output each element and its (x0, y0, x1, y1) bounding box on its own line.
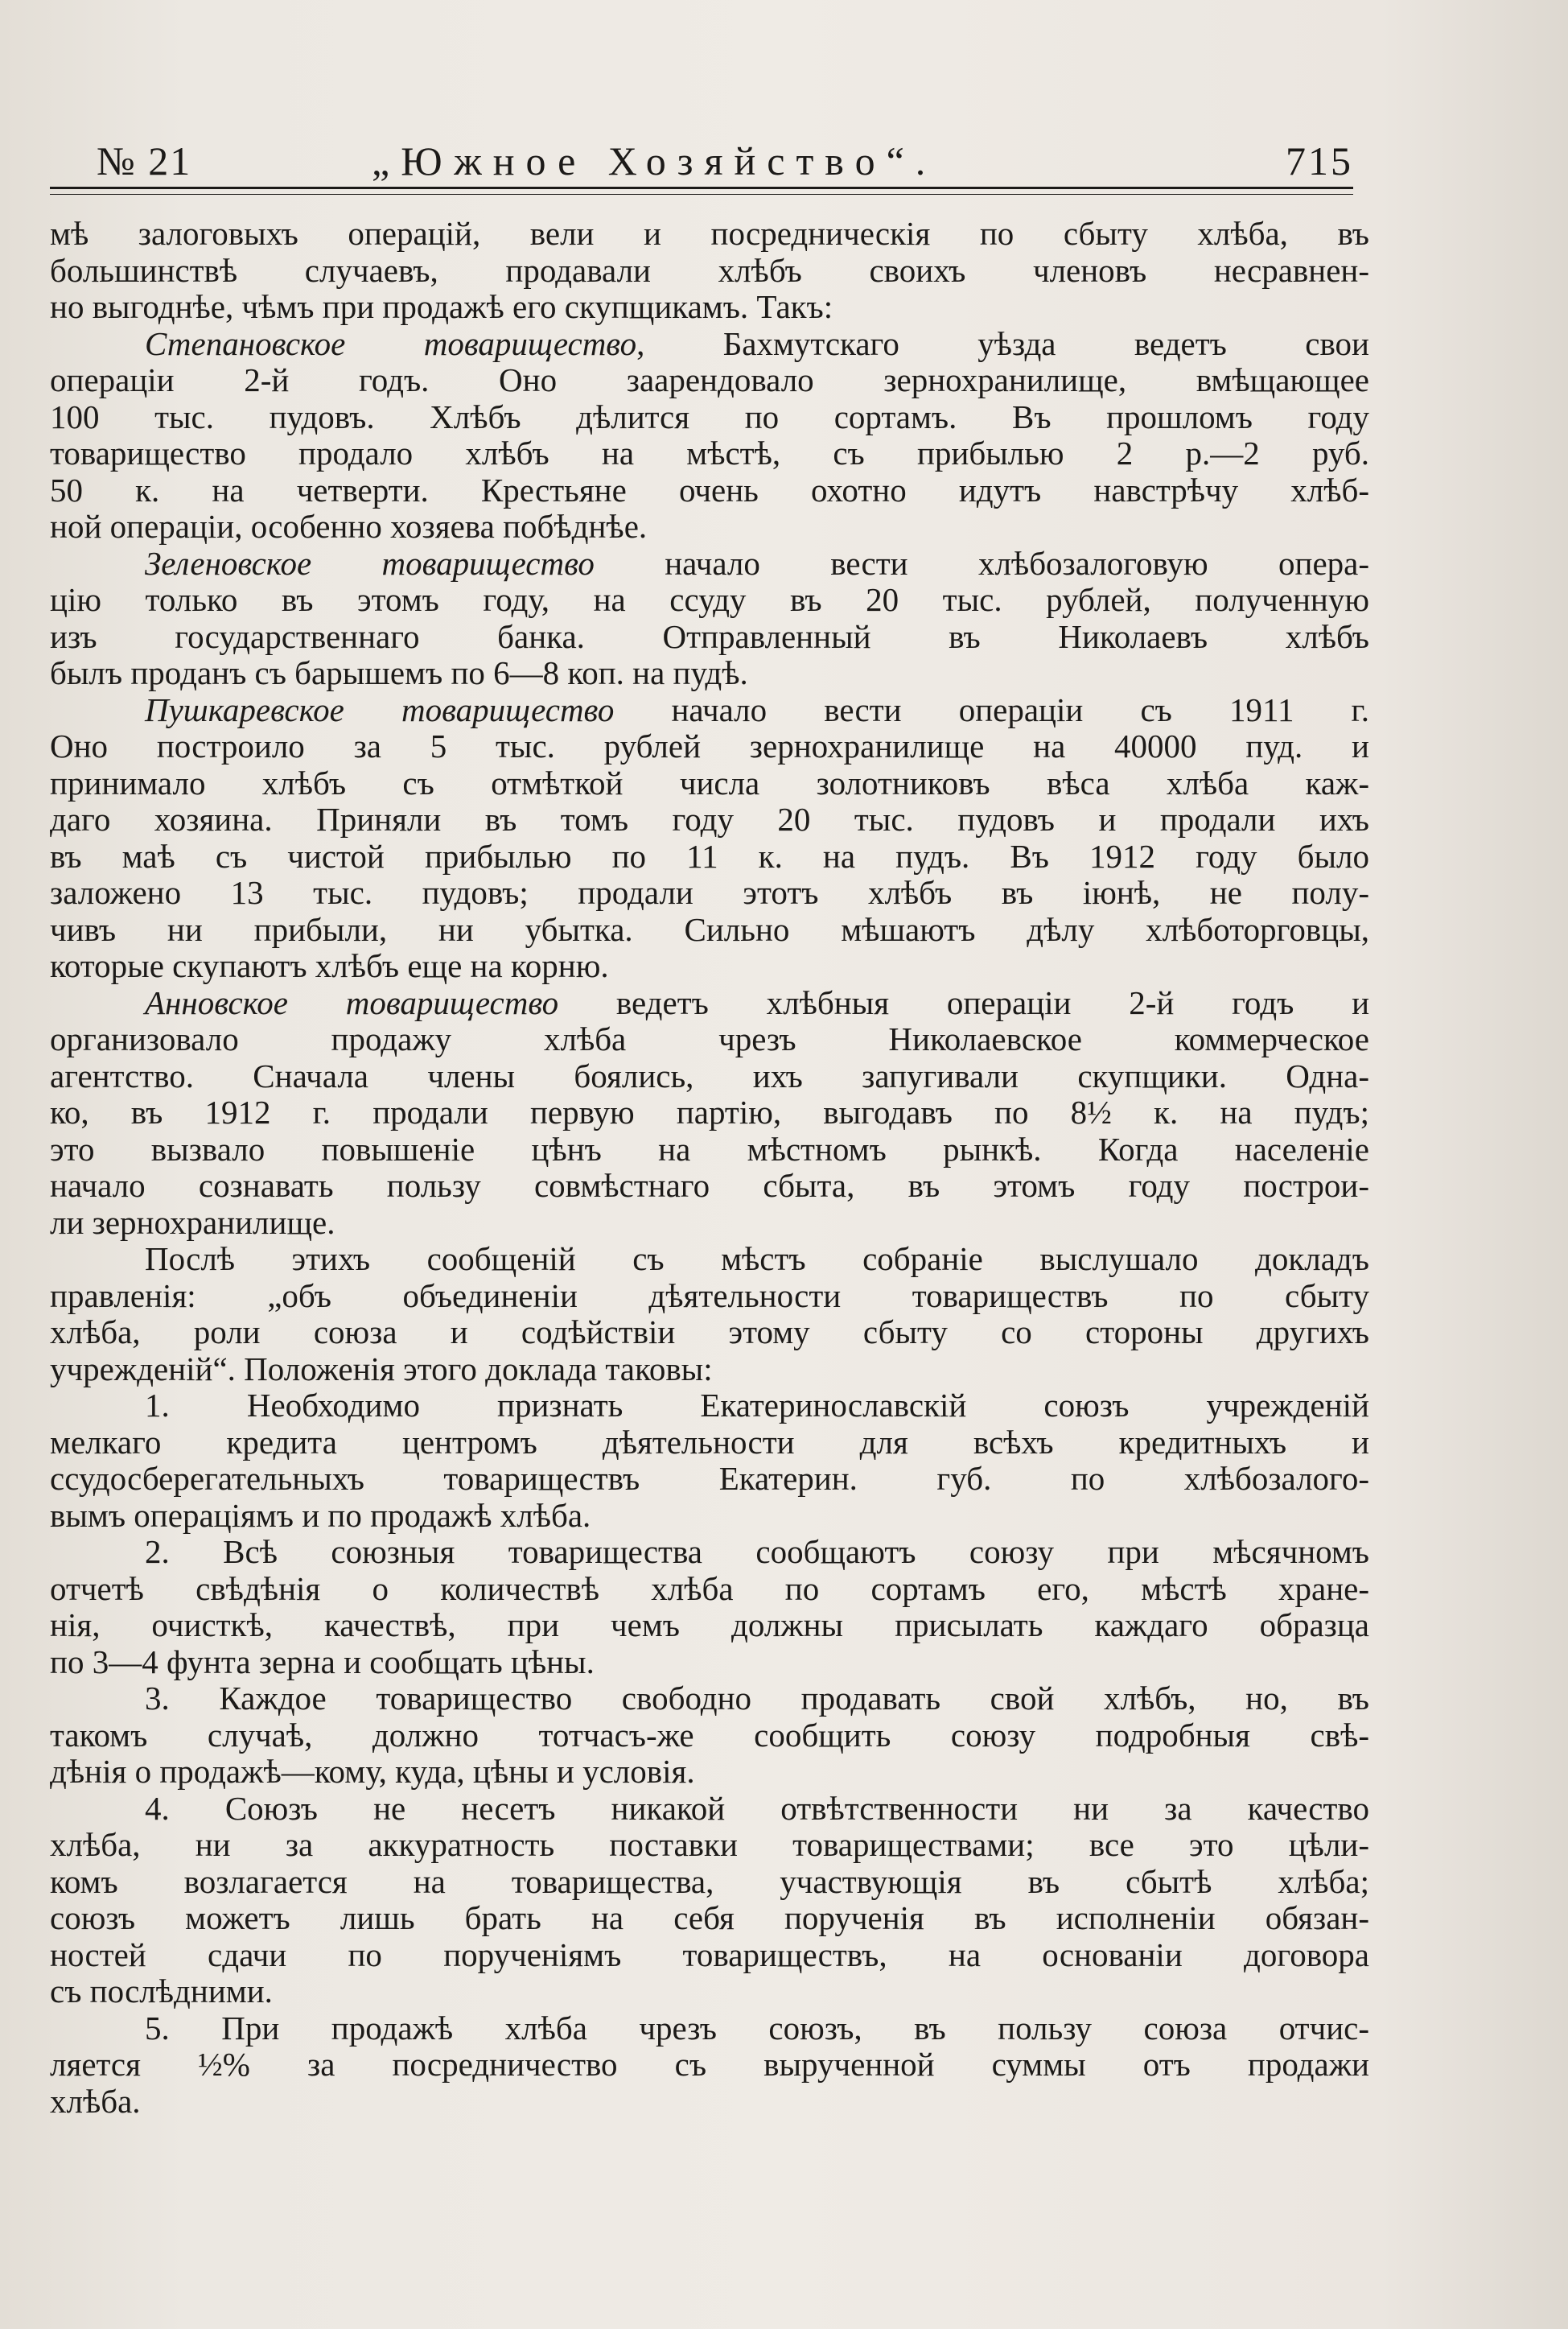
text-line: изъ государственнаго банка. Отправленный въ Николаевъ хлѣбъ (50, 618, 1369, 655)
text-line: былъ проданъ съ барышемъ по 6—8 коп. на пудѣ. (50, 655, 748, 691)
paragraph-stepanovskoe: Степановское товарищество, Бахмутскаго уѣзда ведетъ свои (145, 325, 1369, 362)
text-line: это вызвало повышеніе цѣнъ на мѣстномъ рынкѣ. Когда населеніе (50, 1131, 1369, 1168)
text-line: 50 к. на четверти. Крестьяне очень охотно идутъ навстрѣчу хлѣб- (50, 472, 1369, 509)
text-line: Послѣ этихъ сообщеній съ мѣстъ собраніе выслушало докладъ (145, 1241, 1369, 1277)
text-line: ли зернохранилище. (50, 1204, 335, 1241)
text-line: въ маѣ съ чистой прибылью по 11 к. на пудъ. Въ 1912 году было (50, 838, 1369, 875)
text-line: ляется ½% за посредничество съ вырученной суммы отъ продажи (50, 2047, 1369, 2083)
text-line: мелкаго кредита центромъ дѣятельности для всѣхъ кредитныхъ и (50, 1424, 1369, 1461)
text-line: хлѣба, ни за аккуратность поставки товариществами; все это цѣли- (50, 1827, 1369, 1863)
article-body (50, 216, 1369, 2120)
italic-org-name: Степановское товарищество (145, 325, 637, 362)
text-line: ведетъ хлѣбныя операціи 2-й годъ и (615, 984, 1369, 1021)
paragraph-zelenovskoe (50, 546, 1369, 583)
text-line: правленія: „объ объединеніи дѣятельности товариществъ по сбыту (50, 1277, 1369, 1314)
text-line: Оно построило за 5 тыс. рублей зернохранилище на 40000 пуд. и (50, 728, 1369, 765)
text-line: ссудосберегательныхъ товариществъ Екатерин. губ. по хлѣбозалого- (50, 1461, 1369, 1497)
text-line: 3. Каждое товарищество свободно продавать свой хлѣбъ, но, въ (145, 1680, 1369, 1717)
text-line: хлѣба, роли союза и содѣйствіи этому сбыту со стороны другихъ (50, 1314, 1369, 1350)
running-header (50, 137, 1353, 185)
text-line: заложено 13 тыс. пудовъ; продали этотъ хлѣбъ въ іюнѣ, не полу- (50, 875, 1369, 911)
text-line: начало вести хлѣбозалоговую опера- (665, 545, 1369, 582)
text-line: ко, въ 1912 г. продали первую партію, выгодавъ по 8½ к. на пудъ; (50, 1094, 1369, 1131)
header-rule-thick (50, 187, 1353, 189)
text-line: такомъ случаѣ, должно тотчасъ-же сообщить союзу подробныя свѣ- (50, 1717, 1369, 1754)
text-line: принимало хлѣбъ съ отмѣткой числа золотниковъ вѣса хлѣба каж- (50, 765, 1369, 802)
text-line: 5. При продажѣ хлѣба чрезъ союзъ, въ пользу союза отчис- (145, 2010, 1369, 2047)
page-number: 715 (1286, 138, 1353, 183)
journal-title: „Южное Хозяйство“. (372, 138, 937, 183)
text-line: 4. Союзъ не несетъ никакой отвѣтственности ни за качество (145, 1790, 1369, 1827)
paragraph-pushkarevskoe (50, 692, 1369, 729)
italic-org-name: Зеленовское товарищество (145, 545, 595, 582)
text-line: даго хозяина. Приняли въ томъ году 20 тыс. пудовъ и продали ихъ (50, 802, 1369, 838)
issue-number: № 21 (97, 138, 192, 183)
text-line: комъ возлагается на товарищества, участвующія въ сбытѣ хлѣба; (50, 1863, 1369, 1900)
text-line: которые скупаютъ хлѣбъ еще на корню. (50, 948, 609, 984)
text-line: товарищество продало хлѣбъ на мѣстѣ, съ прибылью 2 р.—2 руб. (50, 435, 1369, 472)
text-line: съ послѣдними. (50, 1973, 273, 2010)
text-line: начало вести операціи съ 1911 г. (671, 691, 1369, 728)
text-line: нія, очисткѣ, качествѣ, при чемъ должны присылать каждаго образца (50, 1607, 1369, 1643)
text-line: 2. Всѣ союзныя товарищества сообщаютъ союзу при мѣсячномъ (145, 1534, 1369, 1570)
text-line: отчетѣ свѣдѣнія о количествѣ хлѣба по сортамъ его, мѣстѣ хране- (50, 1570, 1369, 1607)
text-line: хлѣба. (50, 2083, 141, 2120)
text-line: организовало продажу хлѣба чрезъ Николаевское коммерческое (50, 1021, 1369, 1057)
text-line: 100 тыс. пудовъ. Хлѣбъ дѣлится по сортамъ. Въ прошломъ году (50, 398, 1369, 435)
text-line: по 3—4 фунта зерна и сообщать цѣны. (50, 1643, 595, 1680)
text-line: операціи 2-й годъ. Оно заарендовало зернохранилище, вмѣщающее (50, 362, 1369, 398)
text-line: большинствѣ случаевъ, продавали хлѣбъ своихъ членовъ несравнен- (50, 252, 1369, 289)
text-line: учрежденій“. Положенія этого доклада таковы: (50, 1350, 713, 1387)
italic-org-name: Пушкаревское товарищество (145, 691, 615, 728)
text-line: союзъ можетъ лишь брать на себя порученія въ исполненіи обязан- (50, 1900, 1369, 1936)
text-line: цію только въ этомъ году, на ссуду въ 20 тыс. рублей, полученную (50, 582, 1369, 618)
text-line: агентство. Сначала члены боялись, ихъ запугивали скупщики. Одна- (50, 1057, 1369, 1094)
text-line: мѣ залоговыхъ операцій, вели и посредническія по сбыту хлѣба, въ (50, 216, 1369, 252)
text-line: дѣнія о продажѣ—кому, куда, цѣны и условія. (50, 1754, 695, 1790)
header-rule-thin (50, 194, 1353, 195)
text-line: 1. Необходимо признать Екатеринославскій союзъ учрежденій (145, 1387, 1369, 1424)
text-line: чивъ ни прибыли, ни убытка. Сильно мѣшаютъ дѣлу хлѣботорговцы, (50, 911, 1369, 948)
text-line: вымъ операціямъ и по продажѣ хлѣба. (50, 1497, 591, 1534)
italic-org-name: Анновское товарищество (145, 984, 559, 1021)
paragraph-annovskoe (50, 985, 1369, 1022)
text-line: начало сознавать пользу совмѣстнаго сбыта, въ этомъ году построи- (50, 1168, 1369, 1204)
text-line: но выгоднѣе, чѣмъ при продажѣ его скупщикамъ. Такъ: (50, 289, 833, 325)
text-line: ной операціи, особенно хозяева побѣднѣе. (50, 509, 648, 545)
text-line: Бахмутскаго уѣзда ведетъ свои (722, 325, 1369, 362)
text-line: ностей сдачи по порученіямъ товариществъ, на основаніи договора (50, 1936, 1369, 1973)
